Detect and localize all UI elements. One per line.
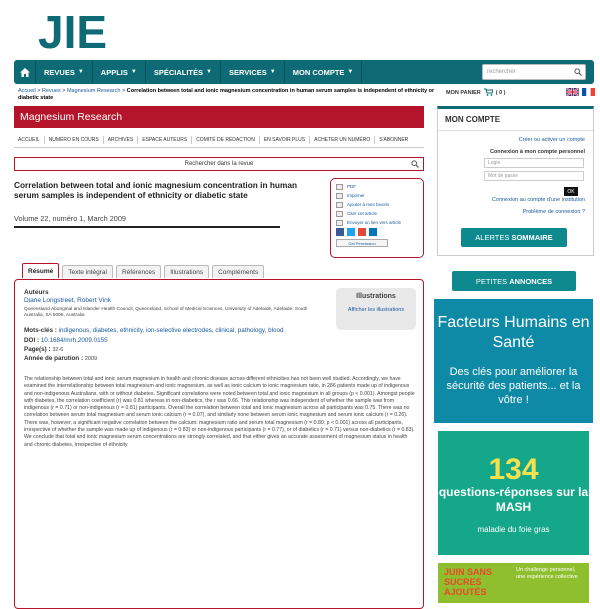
linkedin-icon[interactable] <box>369 228 377 236</box>
mag-nav-acheter[interactable]: ACHETER UN NUMÉRO <box>310 136 375 144</box>
nav-revues[interactable] <box>36 60 93 84</box>
article-tabs <box>22 265 264 278</box>
search-placeholder: rechercher <box>487 69 516 75</box>
tab-complements[interactable]: Compléments <box>212 265 264 278</box>
ad2-text: questions-réponses sur la MASH <box>438 485 589 514</box>
year-row <box>24 355 97 362</box>
chevron-down-icon: ▼ <box>269 69 276 75</box>
get-permission-button[interactable] <box>336 239 388 247</box>
pdf-icon <box>336 184 343 190</box>
mag-nav-savoir[interactable]: EN SAVOIR PLUS <box>260 136 310 144</box>
tool-pdf[interactable] <box>336 183 418 190</box>
authors-list[interactable]: Diane Longstreet, Robert Vink <box>24 297 111 304</box>
nav-revues-label: REVUES <box>44 67 75 77</box>
article-title: Correlation between total and ionic magnesium concentration in human serum samples is independent of ethnicity or diabetic state <box>14 180 298 200</box>
alerts-button[interactable] <box>461 228 567 247</box>
password-field[interactable] <box>484 171 584 181</box>
chevron-down-icon: ▼ <box>347 69 354 75</box>
search-icon[interactable] <box>574 68 582 78</box>
twitter-icon[interactable] <box>347 228 355 236</box>
article-volume: Volume 22, numéro 1, March 2009 <box>14 214 126 223</box>
chevron-down-icon: ▼ <box>77 69 84 75</box>
login-label: Connexion à mon compte personnel <box>489 149 585 155</box>
affiliation: Queensland Aboriginal and Islander Health Council, Queensland, School of Medical Sciences, University of Adelaide, Adelaide, South Australia, SA 5005, Australia <box>24 307 308 318</box>
search-input[interactable] <box>482 64 586 80</box>
cart-label: MON PANIER <box>446 90 481 96</box>
mag-nav-comite[interactable]: COMITÉ DE RÉDACTION <box>192 136 260 144</box>
problem-link[interactable]: Problème de connexion ? <box>522 209 585 215</box>
doi-link[interactable]: 10.1684/mrh.2009.0155 <box>40 337 108 344</box>
alerts-label-1: ALERTES <box>475 233 510 242</box>
quote-icon <box>336 211 343 217</box>
magazine-name: Magnesium Research <box>20 111 123 123</box>
facebook-icon[interactable] <box>336 228 344 236</box>
mail-icon <box>336 220 343 226</box>
ad1-title: Facteurs Humains en Santé <box>437 314 590 351</box>
tool-print-label: Imprimer <box>347 193 365 198</box>
institution-link[interactable]: Connexion au compte d'une institution <box>491 197 585 203</box>
classifieds-label-2: ANNONCES <box>509 276 553 286</box>
tab-illustrations[interactable]: Illustrations <box>164 265 209 278</box>
nav-specialites-label: SPÉCIALITÉS <box>153 67 204 77</box>
tool-cite-label: Citer cet article <box>347 211 378 216</box>
print-icon <box>336 193 343 199</box>
magazine-header <box>14 106 424 128</box>
nav-services[interactable] <box>221 60 285 84</box>
magazine-nav <box>14 132 424 148</box>
breadcrumb: Accueil > Revues > Magnesium Research > Correlation between total and ionic magnesium concentration in human serum samples is independent of ethnicity or diabetic state <box>18 88 435 101</box>
tab-references[interactable]: Références <box>116 265 161 278</box>
nav-services-label: SERVICES <box>228 67 267 77</box>
breadcrumb-magazine[interactable]: Magnesium Research <box>66 88 121 94</box>
doi-row <box>24 337 108 344</box>
nav-specialites[interactable] <box>146 60 221 84</box>
nav-mon-compte[interactable] <box>285 60 363 84</box>
language-switch <box>566 88 595 96</box>
year-value: 2009 <box>84 356 98 362</box>
article-tools <box>330 178 424 258</box>
social-share <box>336 228 418 236</box>
mag-nav-abonner[interactable]: S'ABONNER <box>379 136 409 143</box>
mag-nav-auteurs[interactable]: ESPACE AUTEURS <box>138 136 192 144</box>
tool-favorite-label: Ajouter à mes favoris <box>347 202 390 207</box>
google-plus-icon[interactable] <box>358 228 366 236</box>
authors-label: Auteurs <box>24 289 49 296</box>
jie-logo[interactable] <box>38 8 118 52</box>
tab-resume[interactable]: Résumé <box>22 263 59 278</box>
divider <box>14 226 280 228</box>
classifieds-button[interactable] <box>452 271 576 291</box>
main-nav <box>14 60 594 84</box>
mag-nav-numero[interactable]: NUMÉRO EN COURS <box>45 136 104 144</box>
tool-send[interactable] <box>336 219 418 226</box>
pages-label: Page(s) : <box>24 346 51 353</box>
mag-nav-archives[interactable]: ARCHIVES <box>104 136 139 144</box>
illustrations-title: Illustrations <box>356 293 396 300</box>
password-placeholder: Mot de passe <box>488 173 519 179</box>
breadcrumb-revues[interactable]: Revues <box>42 88 61 94</box>
chevron-down-icon: ▼ <box>130 69 137 75</box>
nav-applis-label: APPLIS <box>100 67 128 77</box>
cart-link[interactable] <box>446 88 506 98</box>
ad-mash[interactable] <box>438 431 589 555</box>
breadcrumb-home[interactable]: Accueil <box>18 88 36 94</box>
breadcrumb-current: Correlation between total and ionic magnesium concentration in human serum samples is independent of ethnicity or diabetic state <box>18 88 435 101</box>
login-placeholder: Login <box>488 160 501 166</box>
uk-flag-icon[interactable] <box>566 88 579 96</box>
keywords[interactable]: indigenous, diabetes, ethnicity, ion-selective electrodes, clinical, pathology, blood <box>58 327 284 334</box>
home-icon[interactable] <box>14 60 36 84</box>
nav-applis[interactable] <box>93 60 146 84</box>
classifieds-label-1: PETITES <box>475 276 508 286</box>
tool-print[interactable] <box>336 192 418 199</box>
ok-button[interactable]: OK <box>564 187 578 196</box>
keywords-label: Mots-clés : <box>24 327 57 334</box>
chevron-down-icon: ▼ <box>206 69 212 75</box>
abstract-text: The relationship between total and ionic serum magnesium in health and chronic disease across different ethnicities has not been well studied. Accordingly, we have examined the interrelationship between total magnesium and ionic magnesium, as well as ionic calcium to ionic magnesium ratio, in 286 patients made up of indigenous and non-indigenous Australians, with or without diabetes. Significant correlations were noted between total and ionic magnesium in all groups (p < 0.001). Amongst people with diabetes, the correlation coefficient (r) was 0.81 whereas in non-diabetics, the r was 0.66. This relationship was independent of whether the sample was from indigenous (r = 0.71) or non-indigenous (r = 0.81) participants. Overall the correlation between total and ionic magnesium across all participants was 0.75. There was no correlation between serum total magnesium and serum ionic calcium (r = 0.07), and similarly none between serum ionic magnesium and serum ionic calcium (r = 0.26). There was, however, a significant negative correlation between the calcium: magnesium ratio and serum total magnesium (r = 0.80; p < 0.001) across all participants, irrespective of whether the sample was made up of indigenous (r = 0.83) or non-indigenous participants (r = 0.77), or of diabetics (r = 0.71) versus non-diabetics (r = 0.83). We conclude that total and ionic magnesium serum concentrations are strongly correlated, and that either gives an accurate assessment of magnesium status in health and chronic diabetes, irrespective of ethnicity. <box>24 376 415 448</box>
mag-nav-accueil[interactable]: ACCUEIL <box>14 136 45 144</box>
ad1-subtitle: Des clés pour améliorer la sécurité des patients... et la vôtre ! <box>446 366 581 406</box>
search-icon[interactable] <box>411 160 419 170</box>
get-permission-label: Get Permission <box>348 240 376 246</box>
nav-mon-compte-label: MON COMPTE <box>292 67 345 77</box>
illustrations-box <box>336 288 416 330</box>
logo-text: JIE <box>38 8 108 52</box>
account-title: MON COMPTE <box>438 109 593 131</box>
journal-search-input[interactable] <box>14 157 424 171</box>
ad2-number: 134 <box>488 453 539 486</box>
tab-texte[interactable]: Texte intégral <box>62 265 113 278</box>
show-illustrations-link[interactable]: Afficher les illustrations <box>347 307 405 313</box>
ad2-subtitle: maladie du foie gras <box>477 525 550 534</box>
keywords-row <box>24 327 283 334</box>
tool-send-label: Envoyer un lien vers article <box>347 220 402 225</box>
ad3-subtitle: Un challenge personnel, une expérience collective <box>516 567 578 580</box>
ad-facteurs-humains[interactable] <box>434 299 593 423</box>
tool-pdf-label: PDF <box>347 184 356 189</box>
cart-icon <box>484 88 493 98</box>
pages-value: 32-6 <box>52 347 64 353</box>
create-account-link[interactable]: Créer ou activer un compte <box>518 137 585 143</box>
tool-cite[interactable] <box>336 210 418 217</box>
tool-favorite[interactable] <box>336 201 418 208</box>
year-label: Année de parution : <box>24 355 84 362</box>
login-field[interactable] <box>484 158 584 168</box>
doi-label: DOI : <box>24 337 40 344</box>
ad3-title: JUIN SANS SUCRES AJOUTÉS <box>444 567 493 597</box>
ad-juin-sans-sucres[interactable] <box>438 563 589 603</box>
fr-flag-icon[interactable] <box>582 88 595 96</box>
alerts-label-2: SOMMAIRE <box>511 233 553 242</box>
star-icon <box>336 202 343 208</box>
cart-count: ( 0 ) <box>495 90 506 96</box>
pages-row <box>24 346 63 353</box>
journal-search-label: Rechercher dans la revue <box>184 161 254 167</box>
